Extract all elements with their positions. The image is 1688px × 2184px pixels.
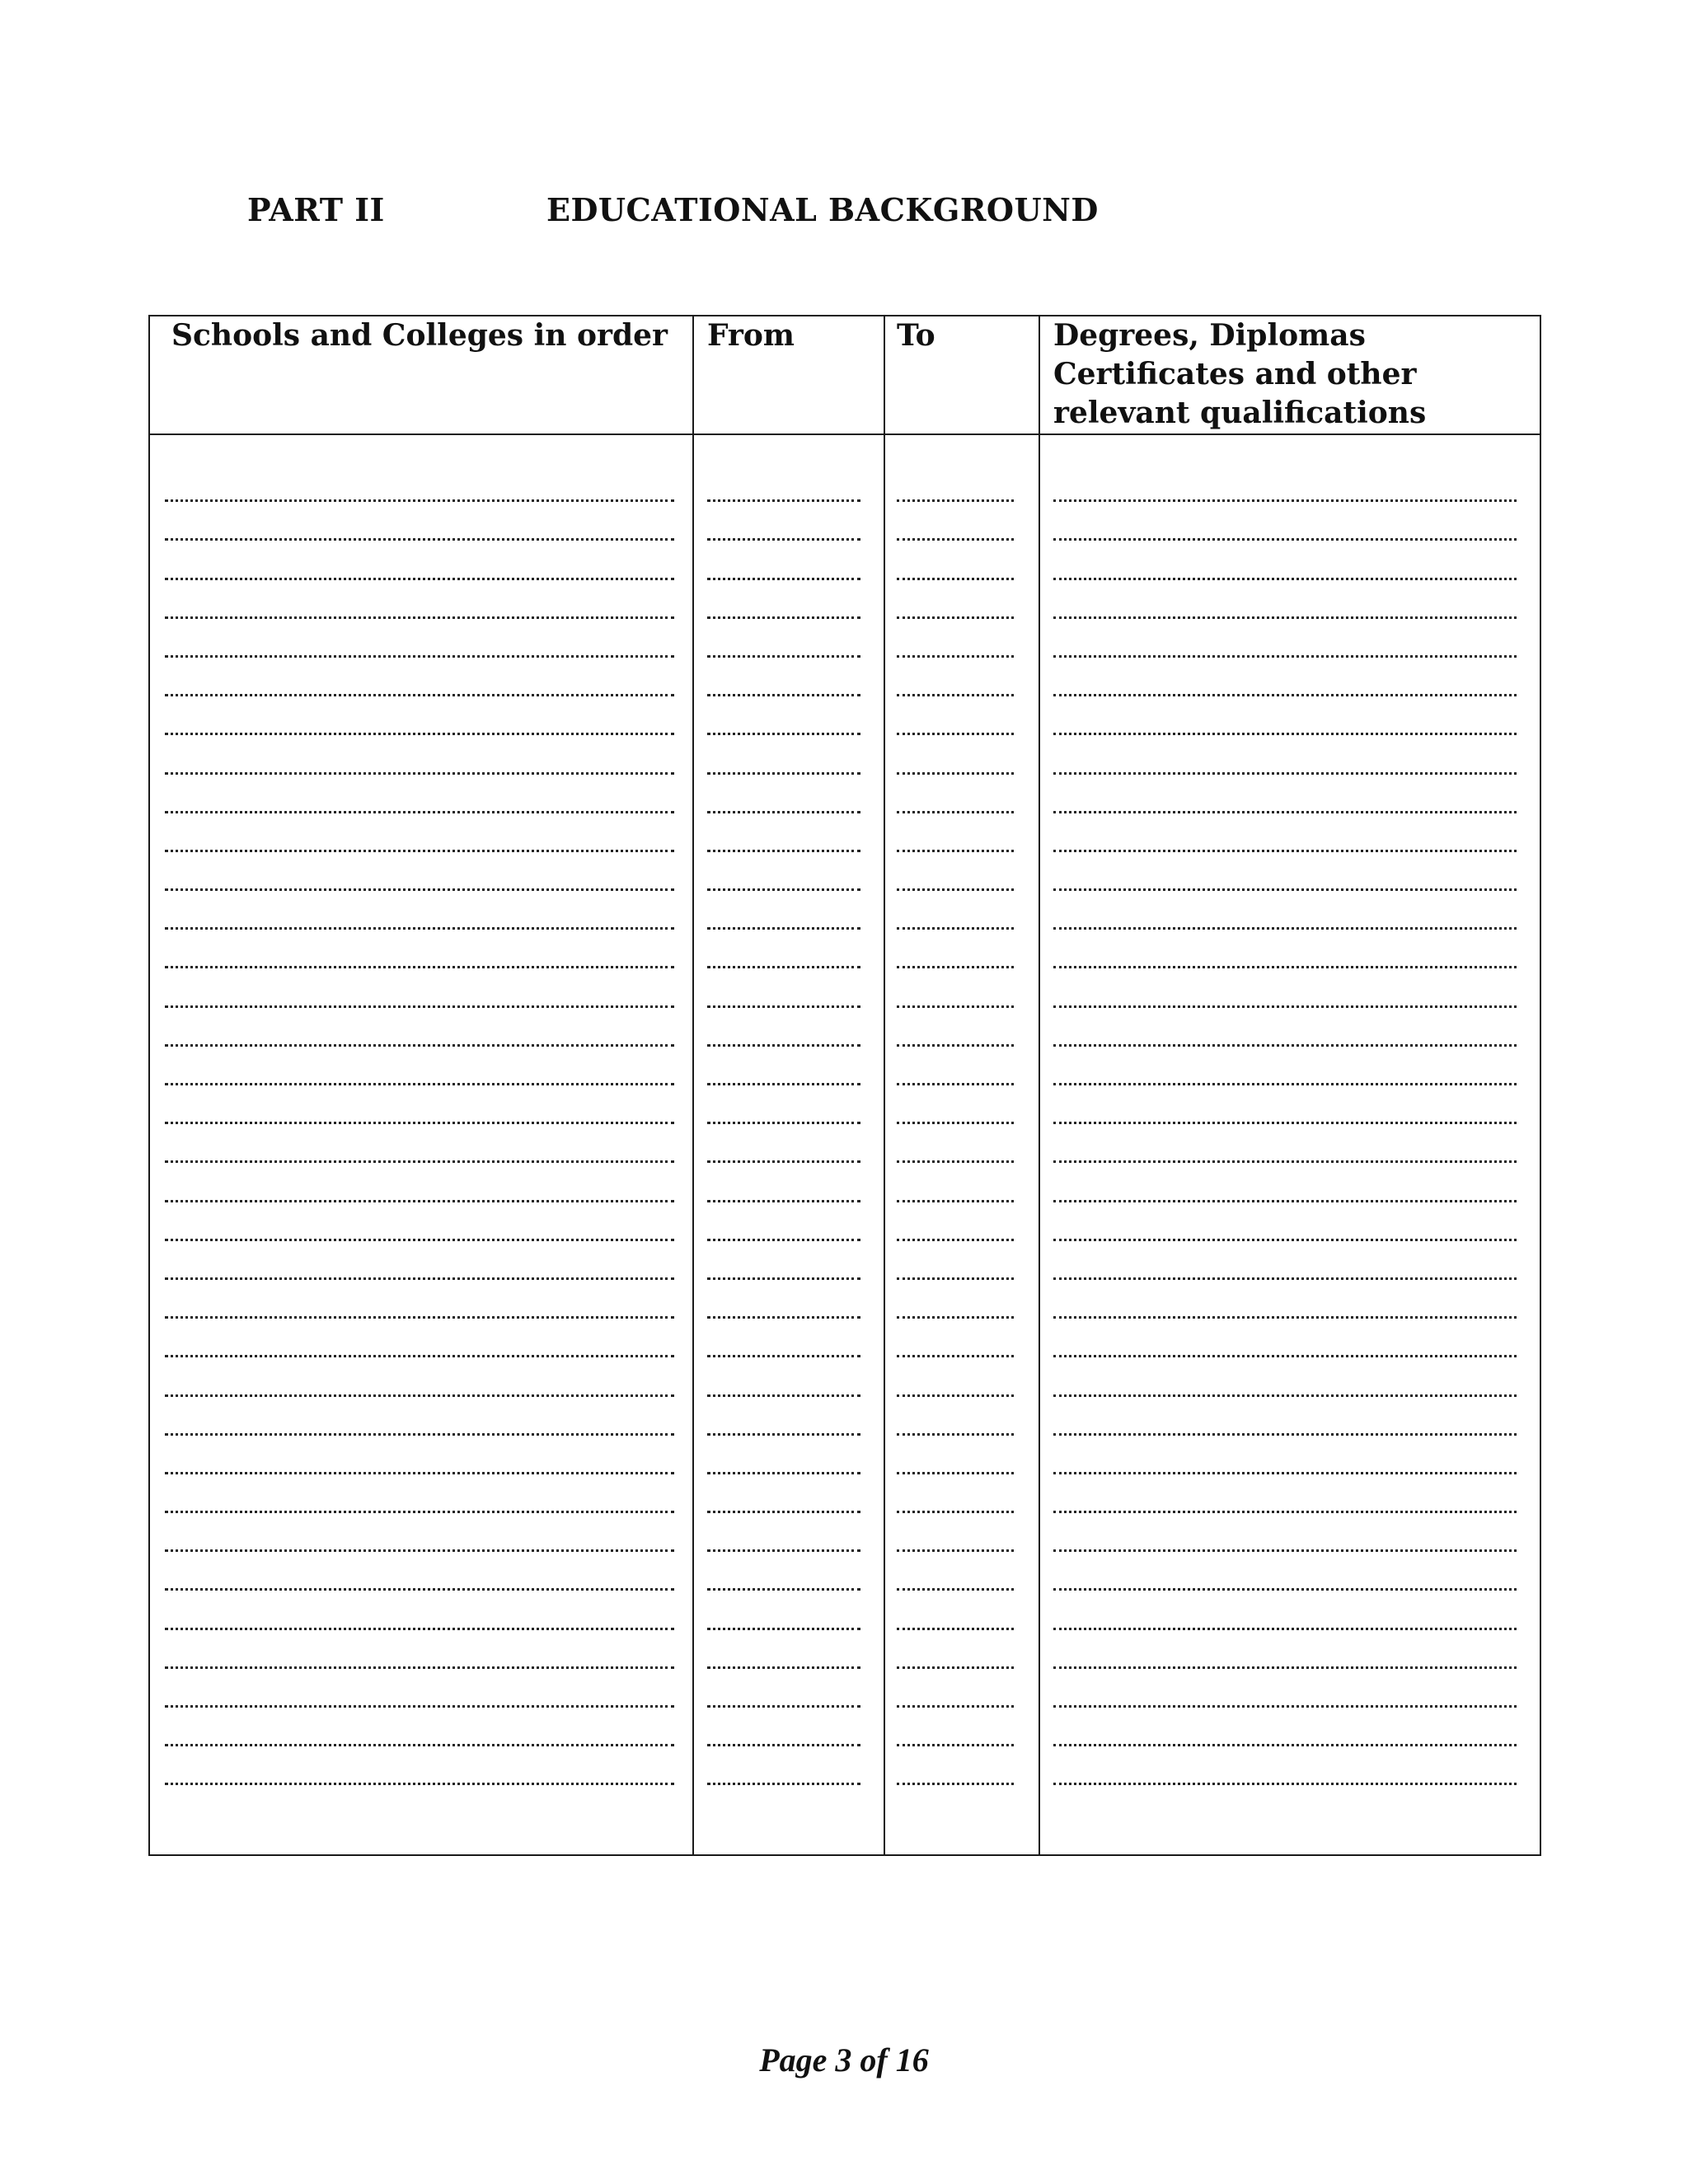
entry-row [1053, 1716, 1517, 1755]
column-divider [884, 316, 885, 1854]
dotted-fill-line[interactable] [897, 1355, 1014, 1357]
dotted-fill-line[interactable] [897, 1394, 1014, 1397]
entry-row [707, 1560, 860, 1599]
dotted-fill-line[interactable] [165, 1783, 674, 1785]
entry-row [165, 938, 674, 977]
dotted-fill-line[interactable] [165, 1588, 674, 1591]
dotted-fill-line[interactable] [897, 1549, 1014, 1552]
dotted-fill-line[interactable] [165, 1628, 674, 1630]
dotted-fill-line[interactable] [1053, 1472, 1517, 1474]
dotted-fill-line[interactable] [897, 811, 1014, 813]
dotted-fill-line[interactable] [1053, 1005, 1517, 1008]
column-header-qualifications [1053, 316, 1426, 433]
entry-row [1053, 471, 1517, 510]
entry-row [165, 743, 674, 782]
education-table [148, 315, 1541, 1856]
dotted-fill-line[interactable] [707, 966, 860, 968]
dotted-fill-line[interactable] [1053, 772, 1517, 775]
dotted-fill-line[interactable] [897, 1433, 1014, 1436]
entry-row [897, 1599, 1014, 1638]
dotted-fill-line[interactable] [897, 655, 1014, 658]
entry-row [707, 1405, 860, 1444]
entry-row [897, 588, 1014, 627]
entry-row [897, 1444, 1014, 1483]
dotted-fill-line[interactable] [897, 772, 1014, 775]
entry-row [165, 666, 674, 705]
dotted-fill-line[interactable] [1053, 1705, 1517, 1708]
dotted-fill-line[interactable] [707, 1549, 860, 1552]
dotted-fill-line[interactable] [1053, 578, 1517, 580]
entry-row [165, 627, 674, 666]
entry-row [707, 1716, 860, 1755]
entry-row [1053, 1755, 1517, 1793]
dotted-fill-line[interactable] [165, 1083, 674, 1085]
dotted-fill-line[interactable] [1053, 538, 1517, 541]
dotted-fill-line[interactable] [1053, 694, 1517, 696]
dotted-fill-line[interactable] [165, 1355, 674, 1357]
entry-row [707, 510, 860, 549]
entry-row [707, 1094, 860, 1132]
dotted-fill-line[interactable] [165, 850, 674, 852]
dotted-fill-line[interactable] [165, 1122, 674, 1124]
dotted-fill-line[interactable] [165, 1666, 674, 1669]
entry-row [897, 1132, 1014, 1171]
entry-row [897, 1405, 1014, 1444]
dotted-fill-line[interactable] [707, 1239, 860, 1241]
entry-row [707, 1638, 860, 1677]
dotted-fill-line[interactable] [1053, 733, 1517, 735]
from-entry-column [707, 471, 860, 1793]
column-header-from [707, 316, 795, 355]
entry-row [897, 822, 1014, 860]
dotted-fill-line[interactable] [707, 1005, 860, 1008]
dotted-fill-line[interactable] [1053, 1783, 1517, 1785]
column-header-line: Certificates and other [1053, 357, 1417, 391]
entry-row [1053, 899, 1517, 938]
entry-row [165, 1755, 674, 1793]
column-header-line: Degrees, Diplomas [1053, 318, 1366, 353]
entry-row [165, 549, 674, 588]
dotted-fill-line[interactable] [165, 811, 674, 813]
dotted-fill-line[interactable] [897, 1083, 1014, 1085]
qualifications-entry-column [1053, 471, 1517, 1793]
entry-row [707, 822, 860, 860]
entry-row [707, 666, 860, 705]
entry-row [1053, 1327, 1517, 1366]
dotted-fill-line[interactable] [165, 1005, 674, 1008]
dotted-fill-line[interactable] [707, 1472, 860, 1474]
entry-row [1053, 627, 1517, 666]
dotted-fill-line[interactable] [707, 616, 860, 619]
dotted-fill-line[interactable] [897, 538, 1014, 541]
dotted-fill-line[interactable] [897, 1705, 1014, 1708]
entry-row [165, 1521, 674, 1560]
entry-row [1053, 1094, 1517, 1132]
dotted-fill-line[interactable] [1053, 1628, 1517, 1630]
entry-row [897, 1171, 1014, 1210]
entry-row [707, 743, 860, 782]
entry-row [165, 1560, 674, 1599]
dotted-fill-line[interactable] [1053, 1433, 1517, 1436]
entry-row [1053, 510, 1517, 549]
entry-row [897, 666, 1014, 705]
column-header-line: Schools and Colleges in order [171, 318, 668, 353]
dotted-fill-line[interactable] [707, 1044, 860, 1047]
entry-row [707, 705, 860, 743]
dotted-fill-line[interactable] [707, 772, 860, 775]
entry-row [165, 705, 674, 743]
dotted-fill-line[interactable] [165, 1044, 674, 1047]
entry-row [165, 822, 674, 860]
entry-row [897, 860, 1014, 899]
entry-row [165, 1677, 674, 1716]
dotted-fill-line[interactable] [1053, 616, 1517, 619]
dotted-fill-line[interactable] [1053, 1355, 1517, 1357]
entry-row [897, 783, 1014, 822]
entry-row [707, 1016, 860, 1055]
entry-row [897, 1055, 1014, 1094]
entry-row [1053, 1249, 1517, 1288]
dotted-fill-line[interactable] [707, 1588, 860, 1591]
entry-row [165, 588, 674, 627]
dotted-fill-line[interactable] [1053, 1549, 1517, 1552]
entry-row [897, 743, 1014, 782]
entry-row [165, 977, 674, 1015]
dotted-fill-line[interactable] [897, 1239, 1014, 1241]
entry-row [897, 977, 1014, 1015]
entry-row [1053, 1016, 1517, 1055]
dotted-fill-line[interactable] [165, 927, 674, 930]
dotted-fill-line[interactable] [897, 1472, 1014, 1474]
entry-row [165, 1599, 674, 1638]
dotted-fill-line[interactable] [897, 1666, 1014, 1669]
dotted-fill-line[interactable] [1053, 655, 1517, 658]
entry-row [897, 1211, 1014, 1249]
dotted-fill-line[interactable] [707, 1666, 860, 1669]
entry-row [165, 1016, 674, 1055]
entry-row [707, 1055, 860, 1094]
entry-row [707, 860, 860, 899]
dotted-fill-line[interactable] [897, 1122, 1014, 1124]
dotted-fill-line[interactable] [1053, 1511, 1517, 1513]
entry-row [165, 1288, 674, 1327]
entry-row [165, 471, 674, 510]
dotted-fill-line[interactable] [1053, 966, 1517, 968]
dotted-fill-line[interactable] [707, 888, 860, 891]
header-divider [150, 434, 1540, 435]
dotted-fill-line[interactable] [165, 578, 674, 580]
entry-row [1053, 1288, 1517, 1327]
dotted-fill-line[interactable] [165, 1511, 674, 1513]
dotted-fill-line[interactable] [707, 1122, 860, 1124]
dotted-fill-line[interactable] [1053, 927, 1517, 930]
entry-row [707, 471, 860, 510]
dotted-fill-line[interactable] [707, 1705, 860, 1708]
dotted-fill-line[interactable] [897, 499, 1014, 502]
dotted-fill-line[interactable] [897, 1588, 1014, 1591]
entry-row [897, 1755, 1014, 1793]
entry-row [897, 1483, 1014, 1521]
page-number: Page 3 of 16 [759, 2041, 929, 2079]
to-entry-column [897, 471, 1014, 1793]
dotted-fill-line[interactable] [707, 733, 860, 735]
entry-row [707, 977, 860, 1015]
dotted-fill-line[interactable] [165, 499, 674, 502]
dotted-fill-line[interactable] [707, 850, 860, 852]
dotted-fill-line[interactable] [165, 1549, 674, 1552]
entry-row [707, 588, 860, 627]
column-divider [692, 316, 694, 1854]
dotted-fill-line[interactable] [707, 694, 860, 696]
dotted-fill-line[interactable] [897, 1005, 1014, 1008]
entry-row [1053, 977, 1517, 1015]
dotted-fill-line[interactable] [1053, 1277, 1517, 1280]
entry-row [897, 705, 1014, 743]
dotted-fill-line[interactable] [707, 1083, 860, 1085]
dotted-fill-line[interactable] [707, 1744, 860, 1746]
dotted-fill-line[interactable] [897, 1044, 1014, 1047]
dotted-fill-line[interactable] [707, 1628, 860, 1630]
entry-row [897, 510, 1014, 549]
entry-row [165, 510, 674, 549]
entry-row [165, 1638, 674, 1677]
dotted-fill-line[interactable] [1053, 888, 1517, 891]
entry-row [165, 1444, 674, 1483]
dotted-fill-line[interactable] [165, 1160, 674, 1163]
entry-row [165, 1483, 674, 1521]
entry-row [1053, 1444, 1517, 1483]
entry-row [165, 1055, 674, 1094]
dotted-fill-line[interactable] [707, 1355, 860, 1357]
dotted-fill-line[interactable] [707, 1277, 860, 1280]
entry-row [165, 1171, 674, 1210]
entry-row [707, 1444, 860, 1483]
entry-row [897, 1638, 1014, 1677]
entry-row [707, 1677, 860, 1716]
dotted-fill-line[interactable] [1053, 1666, 1517, 1669]
dotted-fill-line[interactable] [165, 1705, 674, 1708]
entry-row [707, 1327, 860, 1366]
entry-row [707, 1288, 860, 1327]
entry-row [707, 1483, 860, 1521]
entry-row [707, 1132, 860, 1171]
entry-row [897, 1288, 1014, 1327]
entry-row [897, 1560, 1014, 1599]
dotted-fill-line[interactable] [165, 888, 674, 891]
dotted-fill-line[interactable] [165, 616, 674, 619]
dotted-fill-line[interactable] [165, 538, 674, 541]
section-title: EDUCATIONAL BACKGROUND [546, 191, 1099, 228]
dotted-fill-line[interactable] [707, 811, 860, 813]
entry-row [1053, 783, 1517, 822]
dotted-fill-line[interactable] [165, 772, 674, 775]
dotted-fill-line[interactable] [1053, 1744, 1517, 1746]
entry-row [165, 1327, 674, 1366]
dotted-fill-line[interactable] [707, 1783, 860, 1785]
dotted-fill-line[interactable] [1053, 850, 1517, 852]
entry-row [897, 627, 1014, 666]
dotted-fill-line[interactable] [165, 655, 674, 658]
entry-row [165, 783, 674, 822]
dotted-fill-line[interactable] [1053, 1200, 1517, 1202]
entry-row [1053, 1132, 1517, 1171]
column-header-schools [171, 316, 668, 355]
dotted-fill-line[interactable] [707, 538, 860, 541]
dotted-fill-line[interactable] [1053, 1160, 1517, 1163]
dotted-fill-line[interactable] [897, 1200, 1014, 1202]
entry-row [897, 1521, 1014, 1560]
dotted-fill-line[interactable] [897, 1744, 1014, 1746]
dotted-fill-line[interactable] [165, 1394, 674, 1397]
entry-row [165, 899, 674, 938]
dotted-fill-line[interactable] [1053, 499, 1517, 502]
entry-row [165, 1716, 674, 1755]
entry-row [1053, 1405, 1517, 1444]
entry-row [1053, 1483, 1517, 1521]
dotted-fill-line[interactable] [897, 694, 1014, 696]
dotted-fill-line[interactable] [1053, 1239, 1517, 1241]
entry-row [897, 1677, 1014, 1716]
dotted-fill-line[interactable] [707, 1316, 860, 1319]
entry-row [707, 549, 860, 588]
part-label: PART II [247, 191, 385, 228]
entry-row [897, 1366, 1014, 1404]
entry-row [1053, 938, 1517, 977]
entry-row [1053, 860, 1517, 899]
dotted-fill-line[interactable] [897, 927, 1014, 930]
entry-row [1053, 822, 1517, 860]
entry-row [1053, 666, 1517, 705]
entry-row [897, 1716, 1014, 1755]
entry-row [707, 1211, 860, 1249]
dotted-fill-line[interactable] [1053, 1394, 1517, 1397]
dotted-fill-line[interactable] [1053, 1083, 1517, 1085]
entry-row [707, 1521, 860, 1560]
entry-row [897, 899, 1014, 938]
dotted-fill-line[interactable] [897, 1316, 1014, 1319]
column-header-line: To [897, 318, 935, 353]
dotted-fill-line[interactable] [707, 1511, 860, 1513]
dotted-fill-line[interactable] [897, 1277, 1014, 1280]
dotted-fill-line[interactable] [707, 1200, 860, 1202]
entry-row [897, 1327, 1014, 1366]
column-divider [1039, 316, 1040, 1854]
entry-row [897, 1016, 1014, 1055]
dotted-fill-line[interactable] [897, 966, 1014, 968]
dotted-fill-line[interactable] [1053, 811, 1517, 813]
entry-row [1053, 1171, 1517, 1210]
column-header-line: From [707, 318, 795, 353]
dotted-fill-line[interactable] [1053, 1588, 1517, 1591]
dotted-fill-line[interactable] [897, 1160, 1014, 1163]
entry-row [707, 938, 860, 977]
dotted-fill-line[interactable] [1053, 1316, 1517, 1319]
entry-row [165, 1211, 674, 1249]
dotted-fill-line[interactable] [707, 1433, 860, 1436]
dotted-fill-line[interactable] [165, 1200, 674, 1202]
entry-row [1053, 588, 1517, 627]
dotted-fill-line[interactable] [707, 1394, 860, 1397]
entry-row [897, 1094, 1014, 1132]
entry-row [165, 1249, 674, 1288]
dotted-fill-line[interactable] [897, 1511, 1014, 1513]
entry-row [707, 1171, 860, 1210]
dotted-fill-line[interactable] [897, 1783, 1014, 1785]
dotted-fill-line[interactable] [165, 1316, 674, 1319]
entry-row [1053, 1055, 1517, 1094]
dotted-fill-line[interactable] [707, 655, 860, 658]
entry-row [1053, 705, 1517, 743]
entry-row [707, 627, 860, 666]
entry-row [897, 938, 1014, 977]
dotted-fill-line[interactable] [707, 927, 860, 930]
entry-row [165, 1132, 674, 1171]
dotted-fill-line[interactable] [707, 578, 860, 580]
entry-row [165, 1094, 674, 1132]
entry-row [707, 1599, 860, 1638]
entry-row [707, 1366, 860, 1404]
dotted-fill-line[interactable] [165, 694, 674, 696]
dotted-fill-line[interactable] [165, 1239, 674, 1241]
entry-row [1053, 1560, 1517, 1599]
dotted-fill-line[interactable] [707, 499, 860, 502]
dotted-fill-line[interactable] [165, 733, 674, 735]
dotted-fill-line[interactable] [897, 578, 1014, 580]
dotted-fill-line[interactable] [165, 1277, 674, 1280]
entry-row [1053, 1521, 1517, 1560]
entry-row [1053, 1366, 1517, 1404]
entry-row [897, 549, 1014, 588]
entry-row [165, 1405, 674, 1444]
dotted-fill-line[interactable] [897, 888, 1014, 891]
entry-row [1053, 1677, 1517, 1716]
column-header-line: relevant qualifications [1053, 396, 1427, 430]
dotted-fill-line[interactable] [165, 1744, 674, 1746]
entry-row [707, 1249, 860, 1288]
entry-row [1053, 1211, 1517, 1249]
dotted-fill-line[interactable] [165, 966, 674, 968]
entry-row [1053, 743, 1517, 782]
entry-row [165, 860, 674, 899]
dotted-fill-line[interactable] [1053, 1122, 1517, 1124]
dotted-fill-line[interactable] [897, 616, 1014, 619]
dotted-fill-line[interactable] [1053, 1044, 1517, 1047]
entry-row [897, 471, 1014, 510]
entry-row [1053, 549, 1517, 588]
dotted-fill-line[interactable] [897, 1628, 1014, 1630]
entry-row [897, 1249, 1014, 1288]
dotted-fill-line[interactable] [165, 1472, 674, 1474]
entry-row [1053, 1638, 1517, 1677]
dotted-fill-line[interactable] [897, 733, 1014, 735]
entry-row [707, 783, 860, 822]
dotted-fill-line[interactable] [897, 850, 1014, 852]
dotted-fill-line[interactable] [707, 1160, 860, 1163]
schools-entry-column [165, 471, 674, 1793]
entry-row [1053, 1599, 1517, 1638]
entry-row [707, 1755, 860, 1793]
entry-row [165, 1366, 674, 1404]
dotted-fill-line[interactable] [165, 1433, 674, 1436]
entry-row [707, 899, 860, 938]
column-header-to [897, 316, 935, 355]
